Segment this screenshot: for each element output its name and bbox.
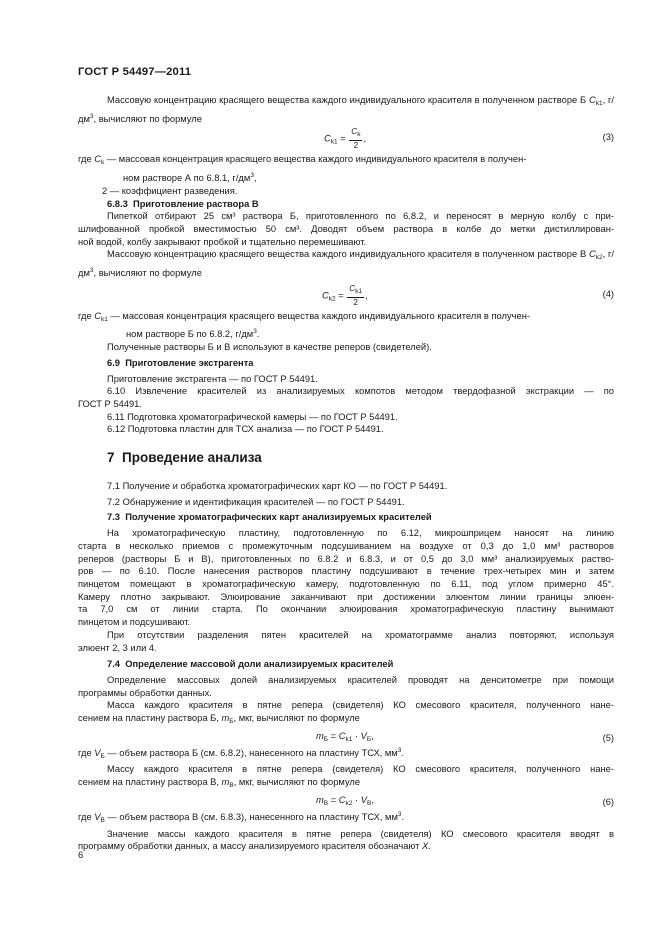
paragraph-line: сением на пластину раствора В, $m_В$, мкг, вычисляют по формуле	[78, 777, 361, 790]
paragraph-line: При отсутствии разделения пятен красителей на хроматограмме анализ повторяют, используя	[107, 629, 614, 640]
paragraph-line: Значение массы каждого красителя в пятне репера (свидетеля) КО смесового красителя вводят в	[107, 828, 614, 839]
where-clause: где $C_k$ — массовая концентрация красящего вещества каждого индивидуального красителя в получен-	[78, 154, 527, 167]
page-header: ГОСТ Р 54497—2011	[78, 66, 192, 78]
where-clause-item: 2 — коэффициент разведения.	[102, 185, 238, 196]
paragraph-line: На хроматографическую пластину, подготовленную по 6.12, микрошприцем наносят на линию	[107, 528, 614, 539]
paragraph-line: ной водой, колбу закрывают пробкой и тщательно перемешивают.	[78, 236, 367, 247]
paragraph-line: пинцетом и подсушивают.	[78, 617, 191, 628]
section-heading-7-4: 7.4 Определение массовой доли анализируемых красителей	[107, 659, 394, 670]
paragraph-line: 6.10 Извлечение красителей из анализируемых компотов методом твердофазной экстракции — по	[107, 386, 614, 397]
where-clause-cont: ном растворе А по 6.8.1, $г/дм^3$,	[123, 172, 257, 184]
paragraph-line: элюент 2, 3 или 4.	[78, 642, 157, 653]
section-heading-7: 7 Проведение анализа	[107, 450, 262, 466]
page-number: 6	[78, 850, 84, 861]
paragraph-line: старта в несколько приемов с промежуточным подсушиванием на воздухе от 0,3 до 1,0 мм³ растворов	[78, 540, 614, 551]
paragraph-line: Массу каждого красителя в пятне репера (свидетеля) КО смесового красителя, полученного нане-	[107, 764, 614, 775]
section-heading-6-9: 6.9 Приготовление экстрагента	[107, 357, 254, 368]
paragraph-line: Камеру плотно закрывают. Элюирование заканчивают при достижении элюентом линии границы элюен-	[78, 591, 614, 602]
where-clause: где $V_В$ — объем раствора В (см. 6.8.3), нанесенного на пластину ТСХ, $мм^3$.	[78, 810, 405, 824]
paragraph-line: программу обработки данных, а массу анализируемого красителя обозначают X.	[78, 841, 431, 852]
paragraph: 6.11 Подготовка хроматографической камеры — по ГОСТ Р 54491.	[107, 411, 398, 422]
formula-6: $m_В = C_{k2} \cdot V_В$, (6)	[316, 794, 614, 807]
paragraph-line: пинцетом помещают в хроматографическую камеру, подготовленную по 6.11, под углом примерно 45°.	[78, 578, 614, 589]
formula-number: (5)	[602, 732, 614, 743]
paragraph-line: шлифованной пробкой вместимостью 50 см³. Доводят объем раствора в колбе до метки дистиллирован-	[78, 223, 614, 234]
document-body	[78, 94, 614, 853]
formula-5: $m_Б = C_{k1} \cdot V_Б$, (5)	[316, 730, 614, 743]
paragraph-line: та 7,0 см от линии старта. По окончании элюирования хроматографическую пластину вынимают	[78, 604, 614, 615]
paragraph-line: сением на пластину раствора Б, $m_Б$, мкг, вычисляют по формуле	[78, 713, 360, 726]
paragraph-line: Пипеткой отбирают 25 см³ раствора Б, приготовленного по 6.8.2, и переносят в мерную колбу с при-	[107, 211, 614, 222]
paragraph: 7.2 Обнаружение и идентификация красителей — по ГОСТ Р 54491.	[107, 496, 405, 507]
where-clause: где $V_Б$ — объем раствора Б (см. 6.8.2), нанесенного на пластину ТСХ, $мм^3$.	[78, 746, 404, 760]
formula-4: $C_{k2}$ = $\frac{C_{k1}}{2}$ , (4)	[322, 283, 614, 307]
paragraph-line: программы обработки данных.	[78, 687, 212, 698]
paragraph-line: Масса каждого красителя в пятне репера (свидетеля) КО смесового красителя, полученного нане-	[107, 700, 614, 711]
formula-number: (6)	[602, 796, 614, 807]
paragraph: 6.12 Подготовка пластин для ТСХ анализа — по ГОСТ Р 54491.	[107, 424, 384, 435]
section-heading-6-8-3: 6.8.3 Приготовление раствора В	[107, 198, 259, 209]
paragraph-line: Определение массовых долей анализируемых красителей проводят на денситометре при помощи	[107, 674, 614, 685]
paragraph: 7.1 Получение и обработка хроматографических карт КО — по ГОСТ Р 54491.	[107, 481, 448, 492]
paragraph: Приготовление экстрагента — по ГОСТ Р 54491.	[107, 373, 318, 384]
fraction: $\frac{C_k}{2}$	[351, 127, 361, 151]
paragraph-line: ГОСТ Р 54491.	[78, 398, 142, 409]
where-clause: где $C_{k1}$ — массовая концентрация красящего вещества каждого индивидуального красителя в получен-	[78, 310, 530, 323]
formula-3: $C_{k1}$ = $\frac{C_k}{2}$ , (3)	[324, 127, 614, 151]
paragraph-line: реперов (растворы Б и В), приготовленных по 6.8.2 и 6.8.3, и от 0,5 до 3,0 мм³ анализируемых раство-	[78, 553, 614, 564]
paragraph-line: ров — по 6.10. После нанесения растворов пластину подсушивают в течение трех-четырех мин и затем	[78, 566, 614, 577]
paragraph: Массовую концентрацию красящего вещества каждого индивидуального красителя в полученном растворе В $C_{k2}$, $г/дм^3$, вычисляют по формуле	[78, 249, 614, 279]
formula-number: (3)	[602, 132, 614, 143]
paragraph: Полученные растворы Б и В используют в качестве реперов (свидетелей).	[107, 342, 432, 353]
section-heading-7-3: 7.3 Получение хроматографических карт анализируемых красителей	[107, 512, 432, 523]
paragraph: Массовую концентрацию красящего вещества каждого индивидуального красителя в полученном растворе Б $C_{k1}$, $г/дм^3$, вычисляют по формуле	[78, 95, 614, 124]
fraction: $\frac{C_{k1}}{2}$	[349, 283, 363, 307]
formula-number: (4)	[602, 288, 614, 299]
where-clause-cont: ном растворе Б по 6.8.2, $г/дм^3$.	[126, 328, 260, 340]
